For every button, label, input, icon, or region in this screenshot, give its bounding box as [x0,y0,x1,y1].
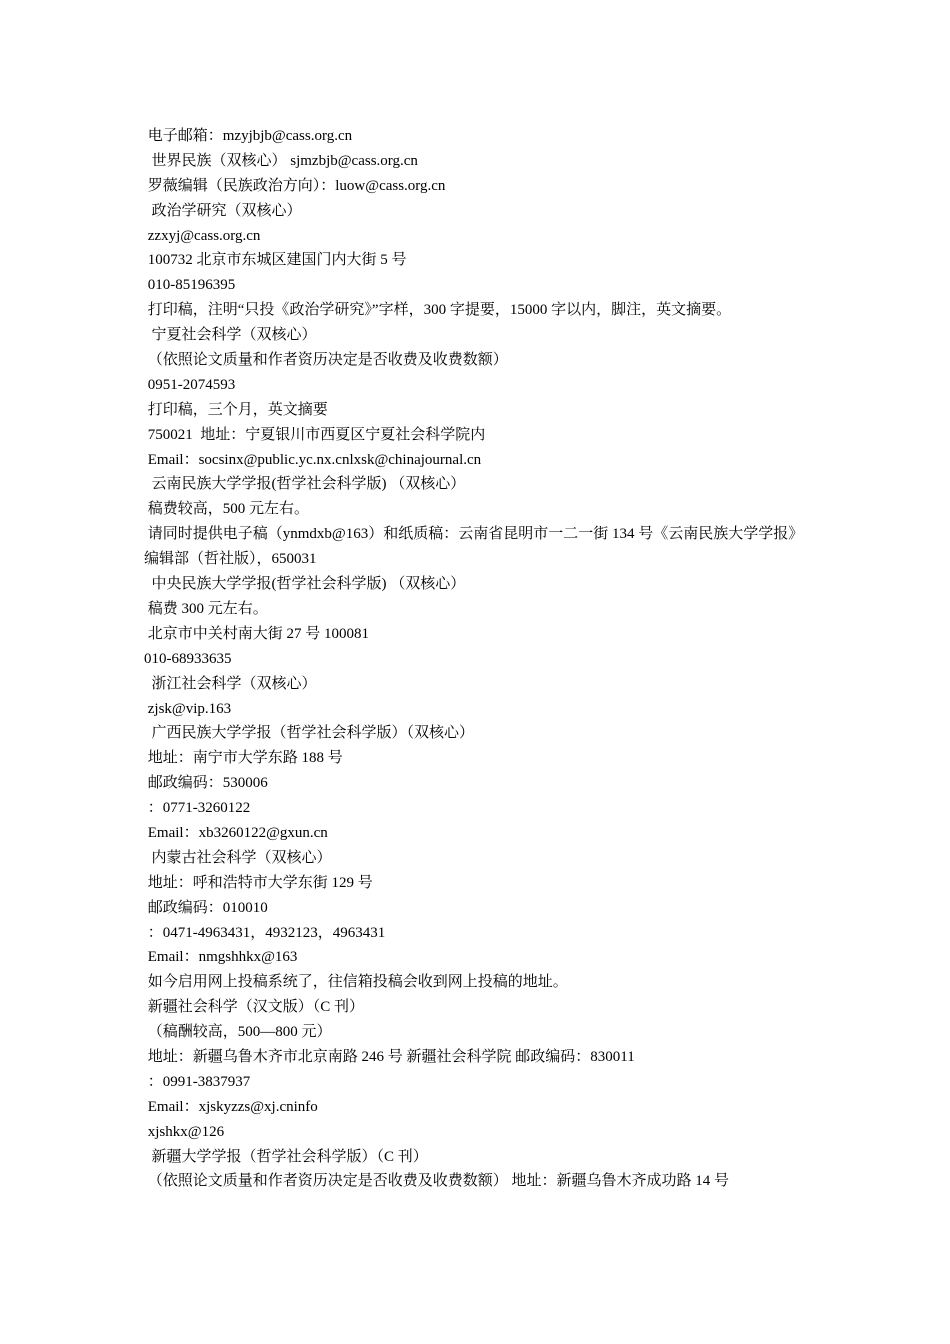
text-line: 北京市中关村南大街 27 号 100081 [144,625,370,642]
text-line: （依照论文质量和作者资历决定是否收费及收费数额） [144,352,508,369]
text-line: 750021 地址：宁夏银川市西夏区宁夏社会科学院内 [144,426,486,443]
text-line: 邮政编码：530006 [144,775,268,792]
text-line: ：0771-3260122 [144,800,251,817]
text-line: 100732 北京市东城区建国门内大街 5 号 [144,252,407,269]
text-line: 世界民族（双核心） sjmzbjb@cass.org.cn [144,152,418,169]
text-line: 浙江社会科学（双核心） [144,675,317,692]
text-line: 如今启用网上投稿系统了，往信箱投稿会收到网上投稿的地址。 [144,974,568,991]
text-line: Email：socsinx@public.yc.nx.cnlxsk@chinajournal.cn [144,451,482,468]
text-line: 罗薇编辑（民族政治方向）：luow@cass.org.cn [144,177,446,194]
text-line: zzxyj@cass.org.cn [144,227,261,244]
document-body [144,124,814,1194]
text-line: （依照论文质量和作者资历决定是否收费及收费数额） 地址：新疆乌鲁木齐成功路 14 号 [144,1173,730,1190]
text-line: Email：nmgshhkx@163 [144,949,298,966]
text-line: zjsk@vip.163 [144,700,232,717]
text-line: 稿费较高，500 元左右。 [144,501,310,518]
text-line: 地址：南宁市大学东路 188 号 [144,750,343,767]
text-paragraph: 请同时提供电子稿（ynmdxb@163）和纸质稿：云南省昆明市一二一街 134 号《云南民族大学学报》编辑部（哲社版），650031 [144,526,804,568]
text-line: （稿酬较高，500—800 元） [144,1024,332,1041]
text-line: 中央民族大学学报(哲学社会科学版) （双核心） [144,576,466,593]
text-line: ：0991-3837937 [144,1073,251,1090]
text-line: 稿费 300 元左右。 [144,600,268,617]
text-paragraph: 打印稿，注明“只投《政治学研究》”字样，300 字提要，15000 字以内，脚注，英文摘要。 [144,302,732,319]
text-line: ：0471-4963431，4932123，4963431 [144,924,386,941]
text-line: Email：xjskyzzs@xj.cninfo [144,1098,318,1115]
text-line: 邮政编码：010010 [144,899,268,916]
text-line: 内蒙古社会科学（双核心） [144,849,332,866]
text-line: 新疆大学学报（哲学社会科学版）（C 刊） [144,1148,428,1165]
text-line: 政治学研究（双核心） [144,202,302,219]
text-line: 0951-2074593 [144,376,236,393]
text-line: 宁夏社会科学（双核心） [144,327,317,344]
text-line: 云南民族大学学报(哲学社会科学版) （双核心） [144,476,466,493]
text-line: Email：xb3260122@gxun.cn [144,824,328,841]
text-line: 广西民族大学学报（哲学社会科学版）（双核心） [144,725,475,742]
text-line: 新疆社会科学（汉文版）（C 刊） [144,999,365,1016]
text-line: xjshkx@126 [144,1123,225,1140]
text-line: 010-68933635 [144,650,232,667]
text-line: 地址：呼和浩特市大学东街 129 号 [144,874,373,891]
text-line: 010-85196395 [144,277,236,294]
text-line: 地址：新疆乌鲁木齐市北京南路 246 号 新疆社会科学院 邮政编码：830011 [144,1049,635,1065]
text-line: 电子邮箱：mzyjbjb@cass.org.cn [144,128,353,144]
text-line: 打印稿，三个月，英文摘要 [144,401,328,418]
